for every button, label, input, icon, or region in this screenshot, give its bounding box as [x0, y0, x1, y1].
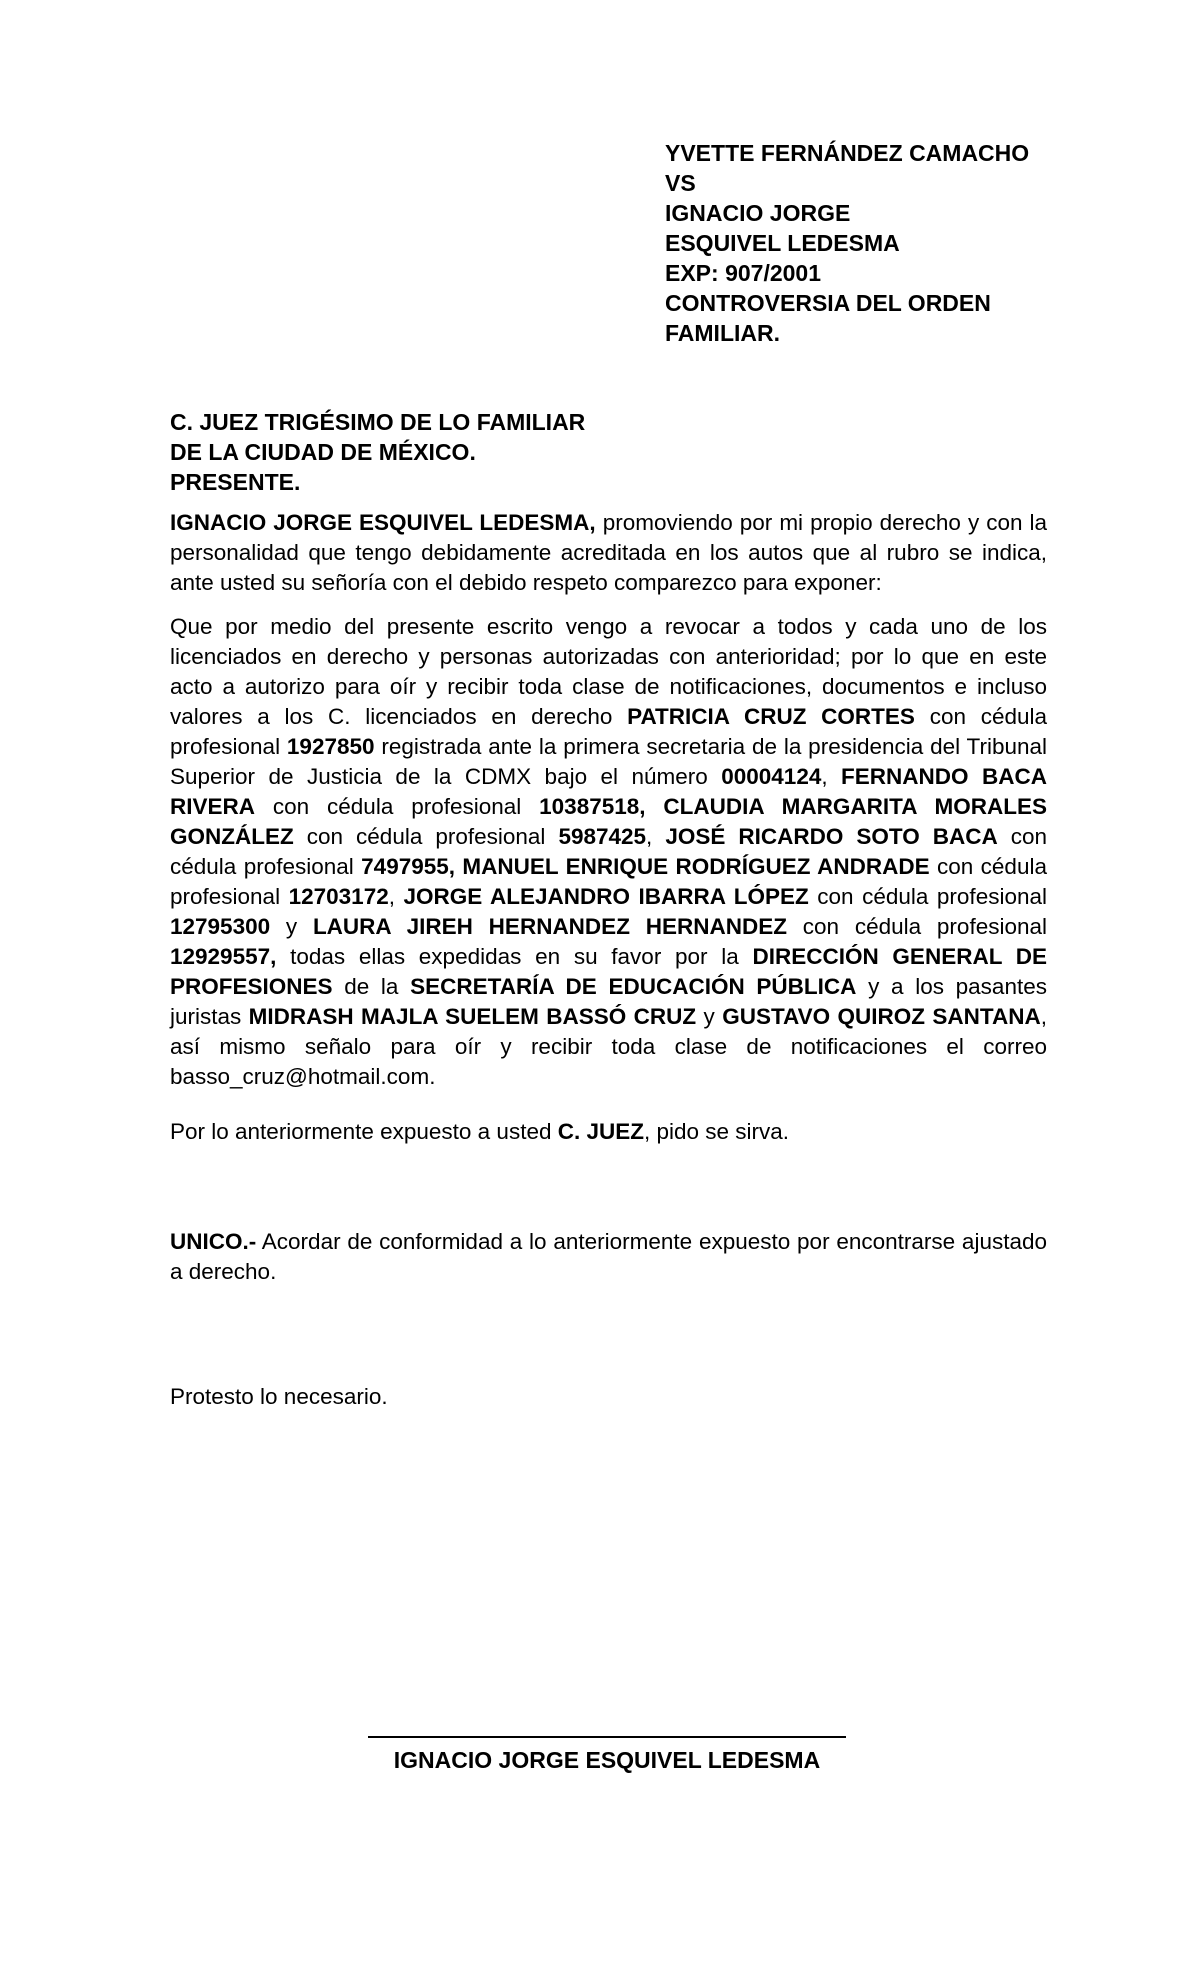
authorization-bold-segment: LAURA JIREH HERNANDEZ HERNANDEZ — [312, 914, 787, 939]
authorization-text-segment: y — [696, 1004, 723, 1029]
authorization-text-segment: , — [821, 764, 842, 789]
authorization-text-segment: , — [646, 824, 666, 849]
authorization-text-segment: con cédula profesional — [170, 704, 1048, 759]
authorization-text-segment: , así mismo señalo para oír y recibir toda clase de notificaciones el correo basso_cruz@hotmail.com. — [170, 1004, 1047, 1089]
closing-judge: C. JUEZ — [557, 1119, 644, 1144]
petition-label: UNICO.- — [170, 1229, 257, 1254]
addressee-block — [170, 407, 870, 497]
authorization-text-segment: con cédula profesional — [786, 914, 1047, 939]
authorization-bold-segment: 1927850 — [286, 734, 375, 759]
case-header-line: FAMILIAR. — [665, 320, 780, 346]
document-body — [170, 508, 1047, 1106]
case-header-line: VS — [665, 170, 696, 196]
authorization-bold-segment: 10387518, CLAUDIA MARGARITA MORALES GONZÁLEZ — [170, 794, 1048, 849]
intro-paragraph — [170, 508, 1047, 598]
authorization-bold-segment: DIRECCIÓN GENERAL DE PROFESIONES — [170, 944, 1047, 999]
case-header-line: YVETTE FERNÁNDEZ CAMACHO — [665, 140, 1030, 166]
authorization-bold-segment: 12929557, — [170, 944, 277, 969]
intro-text: promoviendo por mi propio derecho y con la personalidad que tengo debidamente acreditada en los autos que al rubro se indica, ante usted su señoría con el debido respeto comparezco para exponer: — [170, 510, 1047, 595]
authorization-text-segment: con cédula profesional — [808, 884, 1047, 909]
authorization-text-segment: , — [388, 884, 404, 909]
authorization-text-segment: con cédula profesional — [170, 854, 1047, 909]
addressee-line: C. JUEZ TRIGÉSIMO DE LO FAMILIAR — [170, 409, 586, 435]
authorization-bold-segment: 12795300 — [170, 914, 271, 939]
authorization-bold-segment: PATRICIA CRUZ CORTES — [627, 704, 915, 729]
authorization-bold-segment: 00004124 — [721, 764, 822, 789]
signature-line — [368, 1736, 846, 1738]
case-header-line: IGNACIO JORGE — [665, 200, 851, 226]
petition-paragraph — [170, 1227, 1047, 1287]
authorization-bold-segment: FERNANDO BACA RIVERA — [170, 764, 1047, 819]
authorization-text-segment: registrada ante la primera secretaria de la presidencia del Tribunal Superior de Justicia de la CDMX bajo el número — [170, 734, 1048, 789]
case-header-line: EXP: 907/2001 — [665, 260, 822, 286]
authorization-bold-segment: JOSÉ RICARDO SOTO BACA — [665, 824, 998, 849]
authorization-bold-segment: 5987425 — [558, 824, 647, 849]
signature-name: IGNACIO JORGE ESQUIVEL LEDESMA — [393, 1747, 821, 1773]
closing-text-before: Por lo anteriormente expuesto a usted — [170, 1119, 558, 1144]
addressee-line: PRESENTE. — [170, 469, 301, 495]
authorization-bold-segment: JORGE ALEJANDRO IBARRA LÓPEZ — [403, 884, 809, 909]
protest-line: Protesto lo necesario. — [170, 1384, 388, 1409]
case-header-line: CONTROVERSIA DEL ORDEN — [665, 290, 991, 316]
authorization-paragraph — [170, 612, 1047, 1092]
petition-text: Acordar de conformidad a lo anteriormente expuesto por encontrarse ajustado a derecho. — [170, 1229, 1047, 1284]
addressee-line: DE LA CIUDAD DE MÉXICO. — [170, 439, 476, 465]
authorization-text-segment: Que por medio del presente escrito vengo a revocar a todos y cada uno de los licenciados en derecho y personas autorizadas con anterioridad; por lo que en este acto a autorizo para oír y recibir toda clase de notificaciones, documentos e incluso valores a los C. licenciados en derecho — [170, 614, 1047, 729]
authorization-bold-segment: SECRETARÍA DE EDUCACIÓN PÚBLICA — [410, 974, 857, 999]
authorization-text-segment: y — [270, 914, 313, 939]
authorization-bold-segment: GUSTAVO QUIROZ SANTANA — [722, 1004, 1041, 1029]
authorization-text-segment: de la — [332, 974, 411, 999]
case-header-line: ESQUIVEL LEDESMA — [665, 230, 900, 256]
closing-paragraph — [170, 1117, 789, 1147]
authorization-bold-segment: 12703172 — [288, 884, 389, 909]
promoter-name: IGNACIO JORGE ESQUIVEL LEDESMA, — [170, 510, 596, 535]
case-header — [665, 138, 1085, 348]
authorization-text-segment: con cédula profesional — [255, 794, 540, 819]
closing-text-after: , pido se sirva. — [644, 1119, 790, 1144]
authorization-bold-segment: MIDRASH MAJLA SUELEM BASSÓ CRUZ — [248, 1004, 697, 1029]
authorization-text-segment: todas ellas expedidas en su favor por la — [276, 944, 753, 969]
authorization-text-segment: con cédula profesional — [293, 824, 559, 849]
authorization-text-segment: y a los pasantes juristas — [170, 974, 1047, 1029]
authorization-bold-segment: 7497955, MANUEL ENRIQUE RODRÍGUEZ ANDRADE — [361, 854, 930, 879]
authorization-text-segment: con cédula profesional — [170, 824, 1048, 879]
